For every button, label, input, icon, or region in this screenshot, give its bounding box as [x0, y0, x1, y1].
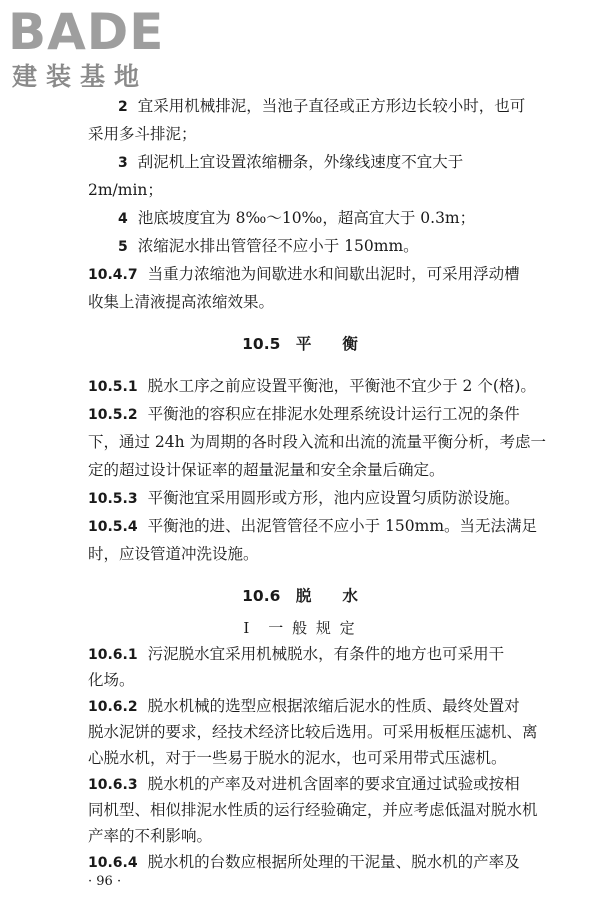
clause-cont: 收集上清液提高浓缩效果。: [88, 293, 275, 311]
clause-10-6-2: 10.6.2 脱水机械的选型应根据浓缩后泥水的性质、最终处置对: [88, 697, 520, 715]
clause-cont: 心脱水机，对于一些易于脱水的泥水，也可采用带式压滤机。: [88, 749, 507, 767]
clause-cont: 脱水泥饼的要求，经技术经济比较后选用。可采用板框压滤机、离: [88, 723, 538, 741]
page-number: · 96 ·: [88, 874, 122, 889]
subsection-heading: Ⅰ 一 般 规 定: [243, 619, 357, 637]
clause-10-5-3: 10.5.3 平衡池宜采用圆形或方形，池内应设置匀质防淤设施。: [88, 489, 520, 507]
section-heading-10-6: 10.6 脱 水: [242, 587, 358, 605]
list-item-cont: 采用多斗排泥；: [88, 125, 197, 143]
list-item-cont: 2m/min；: [88, 181, 163, 199]
list-item: 2 宜采用机械排泥，当池子直径或正方形边长较小时，也可: [118, 97, 526, 115]
list-item: 5 浓缩泥水排出管管径不应小于 150mm。: [118, 237, 419, 255]
clause-10-6-1: 10.6.1 污泥脱水宜采用机械脱水，有条件的地方也可采用干: [88, 645, 505, 663]
logo-text: BADE: [8, 3, 165, 61]
logo-subtitle: 建装基地: [12, 62, 149, 91]
clause-10-6-3: 10.6.3 脱水机的产率及对进机含固率的要求宜通过试验或按相: [88, 775, 520, 793]
clause-cont: 产率的不利影响。: [88, 827, 213, 845]
clause-cont: 定的超过设计保证率的超量泥量和安全余量后确定。: [88, 461, 445, 479]
clause-cont: 下，通过 24h 为周期的各时段入流和出流的流量平衡分析，考虑一: [88, 433, 547, 451]
clause-cont: 化场。: [88, 671, 135, 689]
clause-10-4-7: 10.4.7 当重力浓缩池为间歇进水和间歇出泥时，可采用浮动槽: [88, 265, 520, 283]
clause-10-6-4: 10.6.4 脱水机的台数应根据所处理的干泥量、脱水机的产率及: [88, 853, 520, 871]
list-item: 3 刮泥机上宜设置浓缩栅条，外缘线速度不宜大于: [118, 153, 464, 171]
section-heading-10-5: 10.5 平 衡: [242, 335, 358, 353]
site-logo: [8, 3, 188, 96]
clause-10-5-2: 10.5.2 平衡池的容积应在排泥水处理系统设计运行工况的条件: [88, 405, 520, 423]
clause-cont: 同机型、相似排泥水性质的运行经验确定，并应考虑低温对脱水机: [88, 801, 538, 819]
list-item: 4 池底坡度宜为 8‰～10‰，超高宜大于 0.3m；: [118, 209, 476, 227]
clause-10-5-4: 10.5.4 平衡池的进、出泥管管径不应小于 150mm。当无法满足: [88, 517, 538, 535]
clause-cont: 时，应设管道冲洗设施。: [88, 545, 259, 563]
clause-10-5-1: 10.5.1 脱水工序之前应设置平衡池，平衡池不宜少于 2 个(格)。: [88, 377, 536, 395]
